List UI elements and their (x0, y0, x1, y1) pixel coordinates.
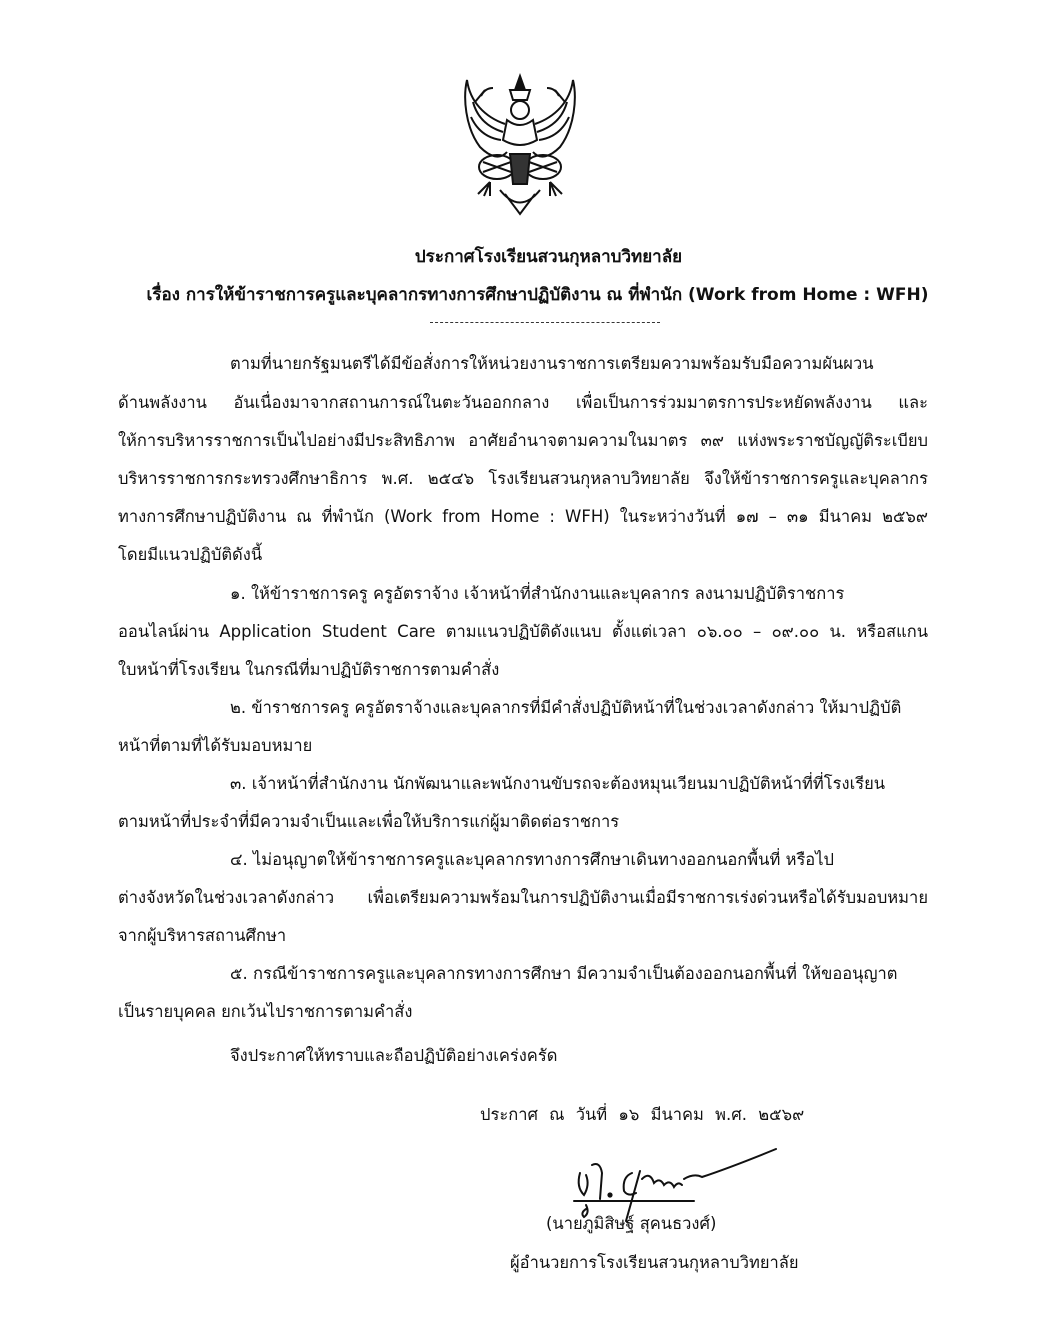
garuda-emblem-icon (455, 72, 585, 222)
item-4-line: จากผู้บริหารสถานศึกษา (118, 926, 287, 945)
signer-title: ผู้อำนวยการโรงเรียนสวนกุหลาบวิทยาลัย (510, 1253, 799, 1272)
item-1-line: ใบหน้าที่โรงเรียน ในกรณีที่มาปฏิบัติราชการตามคำสั่ง (118, 660, 500, 679)
intro-line: ทางการศึกษาปฏิบัติงาน ณ ที่พำนัก (Work from Home : WFH) ในระหว่างวันที่ ๑๗ – ๓๑ มีนาคม ๒๕๖๙ (118, 507, 928, 526)
item-5-line: ๕. กรณีข้าราชการครูและบุคลากรทางการศึกษา มีความจำเป็นต้องออกนอกพื้นที่ ให้ขออนุญาต (230, 964, 898, 983)
item-4-line: ๔. ไม่อนุญาตให้ข้าราชการครูและบุคลากรทางการศึกษาเดินทางออกนอกพื้นที่ หรือไป (230, 850, 834, 869)
item-2-line: หน้าที่ตามที่ได้รับมอบหมาย (118, 736, 313, 755)
announcement-date: ประกาศ ณ วันที่ ๑๖ มีนาคม พ.ศ. ๒๕๖๙ (480, 1105, 805, 1124)
issuer-heading: ประกาศโรงเรียนสวนกุหลาบวิทยาลัย (414, 247, 683, 267)
item-5-line: เป็นรายบุคคล ยกเว้นไปราชการตามคำสั่ง (118, 1002, 413, 1021)
intro-line: ด้านพลังงาน อันเนื่องมาจากสถานการณ์ในตะวันออกกลาง เพื่อเป็นการร่วมมาตรการประหยัดพลังงาน และ (118, 393, 928, 412)
item-3-line: ๓. เจ้าหน้าที่สำนักงาน นักพัฒนาและพนักงานขับรถจะต้องหมุนเวียนมาปฏิบัติหน้าที่ที่โรงเรียน (230, 774, 886, 793)
intro-line: บริหารราชการกระทรวงศึกษาธิการ พ.ศ. ๒๕๔๖ โรงเรียนสวนกุหลาบวิทยาลัย จึงให้ข้าราชการครูและบุคลากร (118, 469, 928, 488)
item-1-line: ๑. ให้ข้าราชการครู ครูอัตราจ้าง เจ้าหน้าที่สำนักงานและบุคลากร ลงนามปฏิบัติราชการ (230, 584, 845, 603)
intro-line: โดยมีแนวปฏิบัติดังนี้ (118, 545, 263, 564)
item-3-line: ตามหน้าที่ประจำที่มีความจำเป็นและเพื่อให้บริการแก่ผู้มาติดต่อราชการ (118, 812, 620, 831)
subject-heading: เรื่อง การให้ข้าราชการครูและบุคลากรทางการศึกษาปฏิบัติงาน ณ ที่พำนัก (Work from Home : WFH) (146, 285, 929, 305)
intro-line: ให้การบริหารราชการเป็นไปอย่างมีประสิทธิภาพ อาศัยอำนาจตามความในมาตร ๓๙ แห่งพระราชบัญญัติระเบียบ (118, 431, 928, 450)
intro-line: ตามที่นายกรัฐมนตรีได้มีข้อสั่งการให้หน่วยงานราชการเตรียมความพร้อมรับมือความผันผวน (230, 354, 874, 373)
closing-statement: จึงประกาศให้ทราบและถือปฏิบัติอย่างเคร่งครัด (230, 1046, 558, 1065)
signer-name: (นายภูมิสิษฐ์ สุคนธวงศ์) (546, 1214, 717, 1233)
item-1-line: ออนไลน์ผ่าน Application Student Care ตามแนวปฏิบัติดังแนบ ตั้งแต่เวลา ๐๖.๐๐ – ๐๙.๐๐ น. หรือสแกน (118, 622, 928, 641)
item-2-line: ๒. ข้าราชการครู ครูอัตราจ้างและบุคลากรที่มีคำสั่งปฏิบัติหน้าที่ในช่วงเวลาดังกล่าว ให้มาปฏิบัติ (230, 698, 902, 717)
separator-line (430, 322, 660, 323)
item-4-line: ต่างจังหวัดในช่วงเวลาดังกล่าว เพื่อเตรียมความพร้อมในการปฏิบัติงานเมื่อมีราชการเร่งด่วนหรือได้รับมอบหมาย (118, 888, 928, 907)
